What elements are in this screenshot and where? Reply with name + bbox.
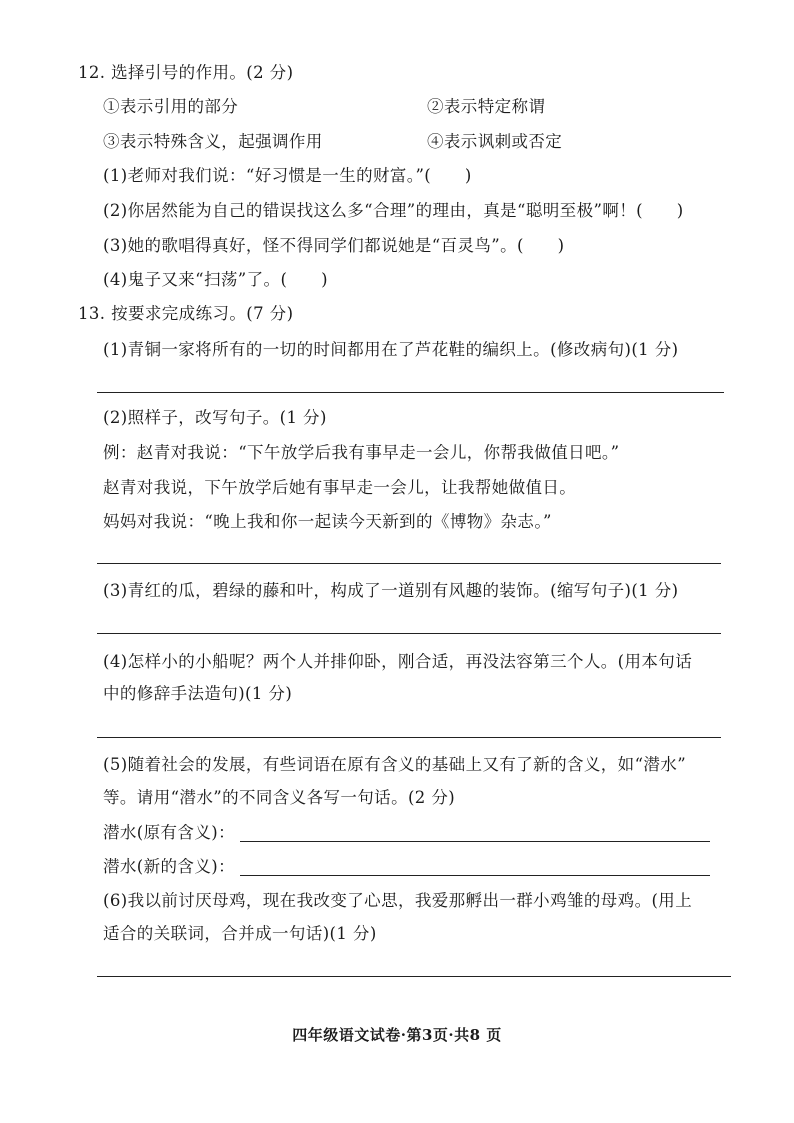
q13-part-2-example: 例：赵青对我说：“下午放学后我有事早走一会儿，你帮我做值日吧。”: [103, 443, 620, 462]
answer-line-5a[interactable]: [240, 841, 710, 842]
q13-part-2-title: (2)照样子，改写句子。(1 分): [103, 408, 327, 427]
q13-part-4-line-1: (4)怎样小的小船呢？两个人并排仰卧，刚合适，再没法容第三个人。(用本句话: [103, 652, 693, 671]
answer-line-3[interactable]: [97, 633, 721, 634]
page-footer: 四年级语文试卷·第3页·共8 页: [292, 1026, 502, 1044]
q13-part-5-line-2: 等。请用“潜水”的不同含义各写一句话。(2 分): [103, 788, 456, 807]
q12-title: 12. 选择引号的作用。(2 分): [78, 63, 294, 82]
q13-part-3: (3)青红的瓜，碧绿的藤和叶，构成了一道别有风趣的装饰。(缩写句子)(1 分): [103, 581, 679, 600]
q13-title: 13. 按要求完成练习。(7 分): [78, 304, 294, 323]
q12-item-2: (2)你居然能为自己的错误找这么多“合理”的理由，真是“聪明至极”啊！( ): [103, 201, 684, 220]
q13-part-2-example-answer: 赵青对我说，下午放学后她有事早走一会儿，让我帮她做值日。: [103, 478, 577, 497]
q12-item-1: (1)老师对我们说：“好习惯是一生的财富。”( ): [103, 166, 472, 185]
q12-option-4: ④表示讽刺或否定: [427, 132, 563, 151]
q13-part-6-line-2: 适合的关联词，合并成一句话)(1 分): [103, 924, 377, 943]
answer-line-6[interactable]: [97, 976, 731, 977]
answer-line-1[interactable]: [97, 392, 724, 393]
answer-line-4[interactable]: [97, 737, 721, 738]
q12-option-2: ②表示特定称谓: [427, 97, 546, 116]
q12-item-4: (4)鬼子又来“扫荡”了。( ): [103, 270, 328, 289]
answer-line-5b[interactable]: [240, 875, 710, 876]
q13-part-1: (1)青铜一家将所有的一切的时间都用在了芦花鞋的编织上。(修改病句)(1 分): [103, 340, 679, 359]
answer-line-2[interactable]: [97, 563, 721, 564]
q13-part-2-question: 妈妈对我说：“晚上我和你一起读今天新到的《博物》杂志。”: [103, 512, 552, 531]
q12-option-1: ①表示引用的部分: [103, 97, 239, 116]
q12-item-3: (3)她的歌唱得真好，怪不得同学们都说她是“百灵鸟”。( ): [103, 236, 565, 255]
q13-part-5-line-1: (5)随着社会的发展，有些词语在原有含义的基础上又有了新的含义，如“潜水”: [103, 755, 687, 774]
q12-option-3: ③表示特殊含义，起强调作用: [103, 132, 323, 151]
q13-part-5-original-label: 潜水(原有含义)：: [103, 823, 235, 842]
q13-part-6-line-1: (6)我以前讨厌母鸡，现在我改变了心思，我爱那孵出一群小鸡雏的母鸡。(用上: [103, 891, 693, 910]
q13-part-5-new-label: 潜水(新的含义)：: [103, 857, 235, 876]
q13-part-4-line-2: 中的修辞手法造句)(1 分): [103, 684, 293, 703]
